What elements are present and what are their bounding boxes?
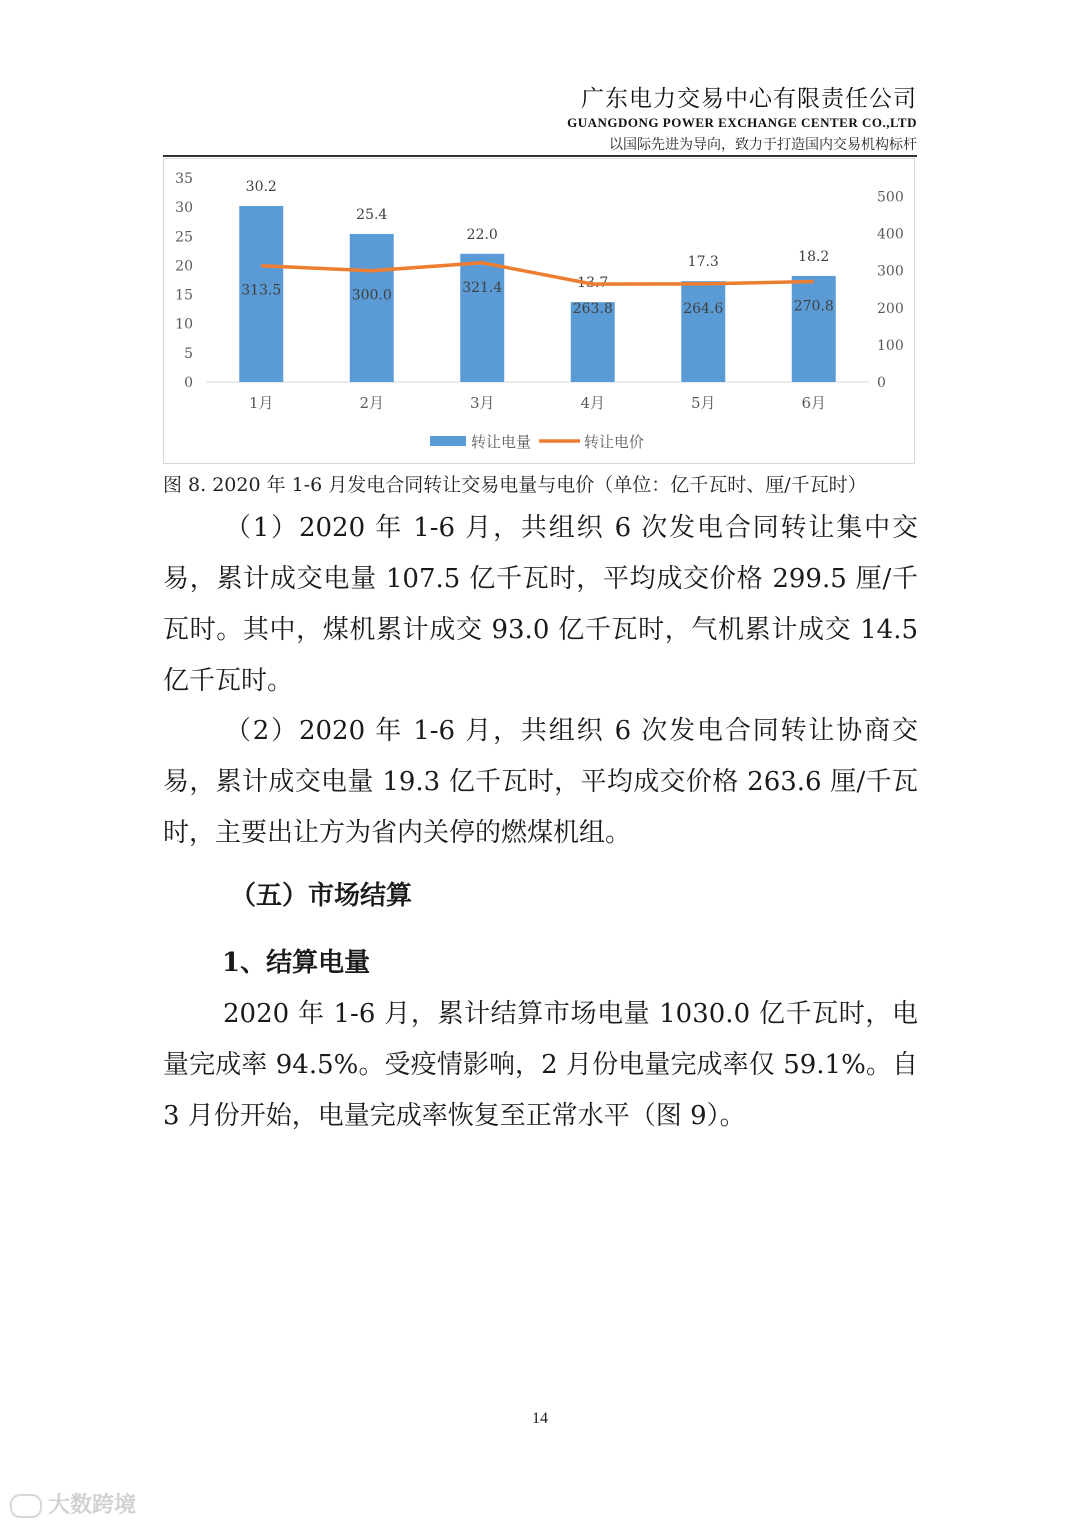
company-slogan: 以国际先进为导向，致力于打造国内交易机构标杆: [609, 137, 917, 153]
bar-data-label: 17.3: [687, 254, 719, 271]
y-left-tick-label: 15: [175, 287, 193, 304]
x-category-label: 6月: [801, 394, 827, 412]
line-data-label: 263.8: [572, 301, 613, 318]
y-right-tick-label: 400: [877, 226, 904, 243]
legend-swatch-volume: [430, 436, 466, 446]
x-category-label: 3月: [469, 394, 495, 412]
y-left-tick-label: 0: [184, 375, 193, 391]
bar-data-label: 18.2: [798, 248, 830, 265]
bar-transfer-volume: [350, 234, 394, 382]
y-left-tick-label: 5: [184, 345, 193, 362]
watermark-logo-icon: [10, 1494, 42, 1518]
bar-transfer-volume: [792, 276, 836, 382]
bar-transfer-volume: [681, 281, 725, 382]
x-category-label: 2月: [359, 394, 385, 412]
line-data-label: 321.4: [462, 279, 503, 296]
y-left-tick-label: 20: [175, 258, 193, 275]
transfer-chart: [163, 158, 915, 464]
x-category-label: 1月: [248, 394, 274, 412]
watermark: [10, 1488, 136, 1519]
header-divider: [163, 155, 917, 157]
paragraph-settlement-text: 2020 年 1-6 月，累计结算市场电量 1030.0 亿千瓦时，电量完成率 94.5%。受疫情影响，2 月份电量完成率仅 59.1%。自 3 月份开始，电量完成率恢复至正常水平（图 9）。: [163, 999, 918, 1131]
legend-label-volume: 转让电量: [471, 433, 532, 451]
y-left-tick-label: 35: [175, 171, 193, 187]
line-data-label: 313.5: [241, 282, 282, 299]
y-left-tick-label: 25: [175, 229, 193, 246]
line-data-label: 264.6: [683, 300, 724, 317]
watermark-text: 大数跨境: [48, 1493, 137, 1518]
x-category-label: 5月: [690, 394, 716, 412]
page-number: 14: [532, 1410, 548, 1427]
paragraph-centralized-trading: [163, 503, 918, 707]
y-left-tick-label: 10: [175, 316, 193, 333]
line-data-label: 270.8: [793, 298, 834, 315]
paragraph-negotiated-text: （2）2020 年 1-6 月，共组织 6 次发电合同转让协商交易，累计成交电量 19.3 亿千瓦时，平均成交价格 263.6 厘/千瓦时，主要出让方为省内关停的燃煤机组。: [163, 716, 918, 848]
bar-data-label: 13.7: [577, 275, 609, 292]
line-transfer-price: [261, 263, 814, 284]
subsection-heading: 1、结算电量: [222, 948, 371, 978]
bar-data-label: 30.2: [245, 178, 277, 195]
y-right-tick-label: 200: [877, 300, 904, 317]
bar-transfer-volume: [460, 254, 504, 382]
y-right-tick-label: 100: [877, 337, 904, 354]
transfer-chart-svg: [164, 159, 916, 465]
paragraph-negotiated-trading: [163, 706, 918, 859]
paragraph-centralized-text: （1）2020 年 1-6 月，共组织 6 次发电合同转让集中交易，累计成交电量 107.5 亿千瓦时，平均成交价格 299.5 厘/千瓦时。其中，煤机累计成交 93.0 亿千瓦时，气机累计成交 14.5 亿千瓦时。: [163, 513, 918, 696]
bar-data-label: 25.4: [356, 206, 388, 223]
y-right-tick-label: 0: [877, 375, 886, 391]
company-name-cn: 广东电力交易中心有限责任公司: [581, 86, 917, 112]
x-category-label: 4月: [580, 394, 606, 412]
y-left-tick-label: 30: [175, 200, 193, 217]
section-heading: （五）市场结算: [230, 881, 413, 911]
y-right-tick-label: 500: [877, 189, 904, 206]
legend-label-price: 转让电价: [584, 433, 645, 451]
bar-data-label: 22.0: [466, 226, 498, 243]
figure-caption: 图 8. 2020 年 1-6 月发电合同转让交易电量与电价（单位：亿千瓦时、厘/千瓦时）: [163, 474, 867, 496]
company-name-en: GUANGDONG POWER EXCHANGE CENTER CO.,LTD: [567, 115, 917, 130]
line-data-label: 300.0: [351, 287, 392, 304]
y-right-tick-label: 300: [877, 263, 904, 280]
paragraph-settlement: [163, 989, 918, 1142]
